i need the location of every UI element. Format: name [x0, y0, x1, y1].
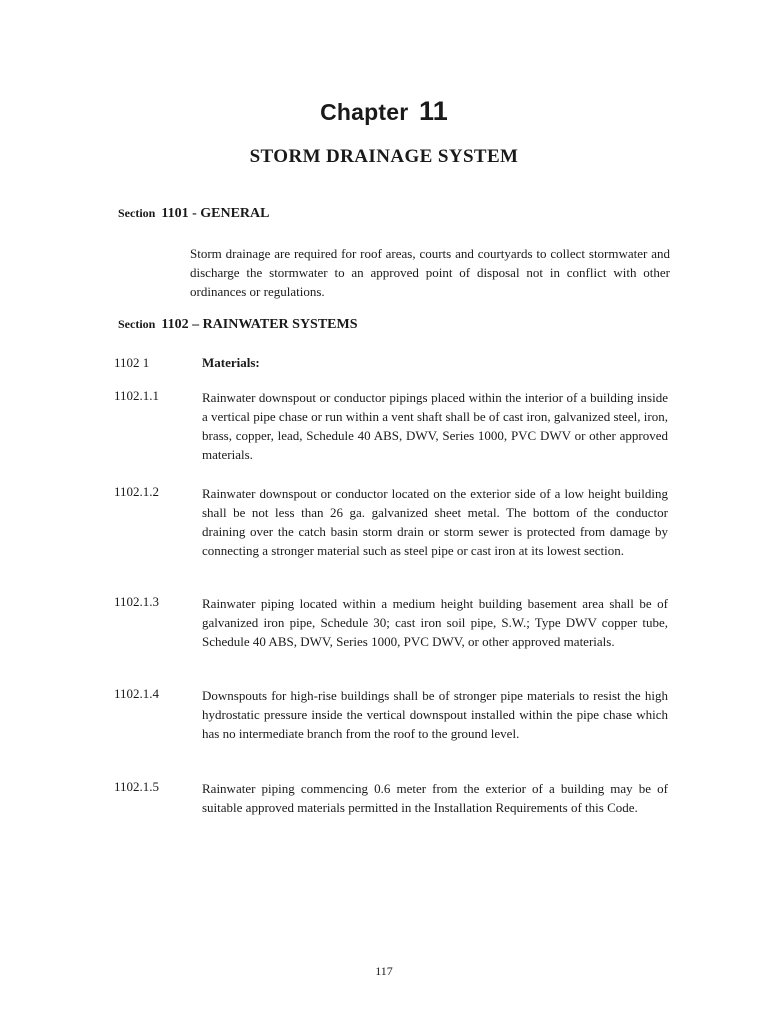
section-label: Section [118, 317, 156, 331]
section-label: Section [118, 206, 156, 220]
item-text: Rainwater downspout or conductor located on the exterior side of a low height building shall be not less than 26 ga. galvanized sheet metal. The bottom of the conductor draining over the catch basin storm drain or storm sewer is protected from damage by connecting a stronger material such as steel pipe or cast iron at its lowest section. [202, 486, 668, 558]
item-number: 1102 1 [114, 355, 150, 370]
item-text: Downspouts for high-rise buildings shall be of stronger pipe materials to resist the high hydrostatic pressure inside the vertical downspout installed within the pipe chase which has no intermediate branch from the roof to the ground level. [202, 688, 668, 741]
chapter-heading [0, 96, 768, 127]
section-heading-text: 1101 - GENERAL [161, 206, 270, 221]
section-heading-text: 1102 – RAINWATER SYSTEMS [161, 317, 358, 332]
item-number: 1102.1.3 [114, 594, 160, 609]
item-heading: Materials: [202, 355, 260, 370]
item-number: 1102.1.5 [114, 779, 160, 794]
item-text: Rainwater downspout or conductor pipings placed within the interior of a building inside a vertical pipe chase or run within a vent shaft shall be of cast iron, galvanized steel, iron, brass, copper, lead, Schedule 40 ABS, DWV, Series 1000, PVC DWV or other approved materials. [202, 390, 668, 462]
item-number: 1102.1.1 [114, 388, 160, 403]
item-text: Rainwater piping located within a medium height building basement area shall be of galvanized iron pipe, Schedule 30; cast iron soil pipe, S.W.; Type DWV copper tube, Schedule 40 ABS, DWV, Series 1000, PVC DWV, or other approved materials. [202, 596, 668, 649]
page-number: 117 [375, 964, 393, 978]
section-1102-heading [118, 317, 358, 333]
item-number: 1102.1.4 [114, 686, 160, 701]
chapter-number: 11 [418, 96, 448, 126]
item-number: 1102.1.2 [114, 484, 160, 499]
chapter-title: STORM DRAINAGE SYSTEM [249, 146, 519, 167]
item-text: Rainwater piping commencing 0.6 meter from the exterior of a building may be of suitable approved materials permitted in the Installation Requirements of this Code. [202, 781, 668, 815]
chapter-label: Chapter [320, 99, 409, 125]
section-1101-body: Storm drainage are required for roof areas, courts and courtyards to collect stormwater and discharge the stormwater to an approved point of disposal not in conflict with other ordinances or regulations. [190, 246, 670, 299]
section-1101-heading [118, 206, 269, 222]
